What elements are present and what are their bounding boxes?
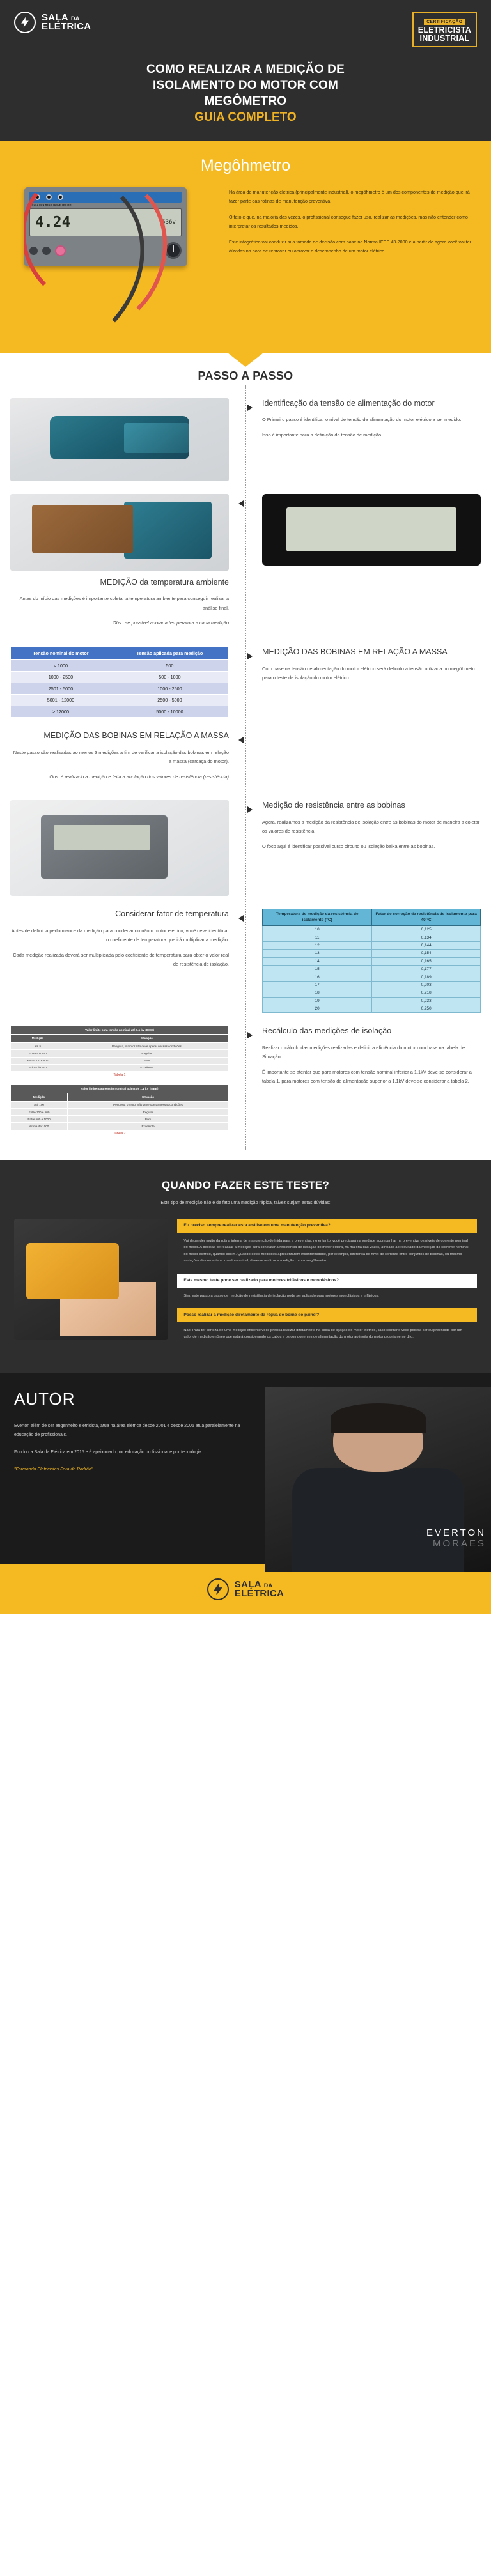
motor-terminal-box-photo xyxy=(10,494,229,571)
step-4-media xyxy=(246,724,491,794)
step-1-paragraph-2: Isso é importante para a definição da tensão de medição xyxy=(262,431,382,438)
table-row xyxy=(263,989,481,997)
faq-answer-3: Não! Para ter certeza de uma medição eficiente você precisa realizar diretamente na caixa de ligação do motor elétrico, caso contrário você poderá ser surpreendido por um valor de medição errôneo que estará considerando os cabos e os componentes de alimentação do motor ao invés do motor propriamente dito. xyxy=(183,1328,462,1339)
table-row xyxy=(11,1109,229,1116)
cell: 0,125 xyxy=(372,926,481,934)
table-row xyxy=(263,926,481,934)
situation-table-2-title: Valor limite para tensão nominal acima de 1,1 kV (IEEE) xyxy=(11,1084,229,1093)
hero-section xyxy=(0,141,491,353)
megohmeter-device xyxy=(24,187,187,266)
cell: Acima de 500 xyxy=(11,1064,65,1071)
terminal-port-icon xyxy=(35,194,40,200)
table-header-row xyxy=(11,1093,229,1101)
step-7-tables xyxy=(0,1019,246,1141)
situation-table-1 xyxy=(10,1026,229,1072)
cell: Entre 5 e 100 xyxy=(11,1050,65,1057)
situation-table-2-body xyxy=(11,1101,229,1130)
faq-question-1[interactable]: Eu preciso sempre realizar esta análise em uma manutenção preventiva? xyxy=(177,1219,477,1233)
situation-table-1-caption: Tabela 1 xyxy=(113,1072,126,1077)
step-2-content xyxy=(0,488,246,640)
sit1-header-1: Situação xyxy=(65,1035,228,1043)
cell: < 1000 xyxy=(11,660,111,672)
table-row xyxy=(11,1064,229,1071)
timeline-arrow-icon xyxy=(247,405,253,411)
author-name xyxy=(426,1527,486,1549)
hero-title: Megôhmetro xyxy=(200,156,291,174)
title-line-3: MEGÔMETRO xyxy=(204,94,287,108)
faq-answer-1: Vai depender muito da rotina interna de manutenção definida para a preventiva, no entanto, você precisará na verdade acompanhar na preventiva os níveis de corrente nominal do motor. A decisão de realizar a medição para constatar a resistência de isolação do motor estará, na maioria das vezes, atrelada ao resultado da medição da corrente nominal do motor elétrico, quando assim. Quando estes medições apresentarem inconformidade, por exemplo, diferença do nível de corrente entre conjuntos de bobinas, ou mesmo variações de corrente acima do nominal, deve-se realizar a medição com o megôhmetro. xyxy=(183,1238,469,1263)
footer-brand-text xyxy=(235,1580,284,1598)
test-button-icon[interactable] xyxy=(55,245,66,256)
step-2-paragraph-1: Antes do início das medições é importante coletar a temperatura ambiente para conseguir realizar a análise final. xyxy=(19,596,229,611)
table-row xyxy=(11,672,229,683)
device-lcd-display xyxy=(29,208,182,236)
timeline-row xyxy=(0,1019,491,1141)
author-paragraph-2: Fundou a Sala da Elétrica em 2015 e é apaixonado por educação profissional e por tecnologia. xyxy=(14,1449,203,1454)
step-7-content xyxy=(246,1019,491,1141)
table-row xyxy=(263,950,481,957)
step-6-content xyxy=(0,902,246,1019)
cell: 0,250 xyxy=(372,1005,481,1012)
cell: Excelente xyxy=(68,1123,229,1130)
table-row xyxy=(263,966,481,973)
table-row xyxy=(11,1101,229,1108)
sit1-header-0: Medição xyxy=(11,1035,65,1043)
step-5-content xyxy=(246,794,491,902)
step-1-content xyxy=(246,392,491,488)
step-6-paragraph-2: Cada medição realizada deverá ser multiplicada pelo coeficiente de temperatura para obter o valor real de resistência de isolação. xyxy=(13,952,229,968)
cell: 14 xyxy=(263,957,372,965)
timeline-arrow-icon xyxy=(247,806,253,813)
situation-table-2 xyxy=(10,1084,229,1130)
cell: 0,134 xyxy=(372,934,481,941)
cell: Bom xyxy=(65,1057,228,1064)
step-3-heading: MEDIÇÃO DAS BOBINAS EM RELAÇÃO A MASSA xyxy=(262,647,448,656)
step-5-media xyxy=(0,794,246,902)
cell: 1000 - 2500 xyxy=(111,683,228,695)
step-1-paragraph-1: O Primeiro passo é identificar o nível de tensão de alimentação do motor elétrico a ser medido. xyxy=(262,417,462,423)
faq-title: QUANDO FAZER ESTE TESTE? xyxy=(161,1178,330,1191)
footer-brand-line1: SALA xyxy=(234,1578,261,1590)
device-terminal-bar xyxy=(29,192,182,203)
portrait-torso xyxy=(292,1468,464,1571)
table-title-row xyxy=(11,1026,229,1035)
voltage-table-header-1: Tensão aplicada para medição xyxy=(111,647,228,659)
faq-section xyxy=(0,1160,491,1373)
cell: 0,165 xyxy=(372,957,481,965)
step-6-paragraph-1: Antes de definir a performance da medição para condenar ou não o motor elétrico, você deve identificar o coeficiente de temperatura que irá multiplicar a medição. xyxy=(11,927,229,943)
brand-logo-text xyxy=(42,13,91,31)
table-row xyxy=(11,1050,229,1057)
cell: Bom xyxy=(68,1116,229,1123)
step-4-paragraph-1: Neste passo são realizadas ao menos 3 medições a fim de verificar a isolação das bobinas em relação a massa (carcaça do motor). xyxy=(13,749,229,765)
author-section xyxy=(0,1373,491,1564)
table-row xyxy=(11,660,229,672)
step-7-heading: Recálculo das medições de isolação xyxy=(262,1026,392,1036)
step-2-note: Obs.: se possível anotar a temperatura a cada medição xyxy=(113,620,229,626)
footer-brand-line2: ELÉTRICA xyxy=(234,1587,284,1599)
temperature-correction-table xyxy=(262,909,481,1013)
step-1-heading: Identificação da tensão de alimentação do motor xyxy=(262,398,435,408)
table-row xyxy=(263,957,481,965)
hero-notch-decoration xyxy=(228,353,263,367)
cell: Entre 500 e 1000 xyxy=(11,1116,68,1123)
hero-body xyxy=(0,181,491,353)
cell: > 12000 xyxy=(11,706,111,718)
faq-lead: Este tipo de medição não é de fato uma medição rápida, talvez surjam estas dúvidas: xyxy=(160,1200,331,1205)
lcd-secondary-reading: 536v xyxy=(162,219,176,226)
certification-badge xyxy=(412,12,477,47)
step-2-heading: MEDIÇÃO da temperatura ambiente xyxy=(100,577,229,587)
device-model-label: INSULATION RESISTANCE TESTER xyxy=(29,204,72,207)
hero-paragraph-2: O fato é que, na maioria das vezes, o profissional consegue fazer uso, realizar as medições, mas não entender como interpretar os resultados medidos. xyxy=(228,213,468,229)
step-7-paragraph-1: Realizar o cálculo das medições realizadas e definir a eficiência do motor com base na tabela de Situação. xyxy=(262,1045,465,1060)
step-5-paragraph-1: Agora, realizamos a medição da resistência de isolação entre as bobinas do motor de maneira a coletar os valores de resistência. xyxy=(262,819,480,835)
title-line-1: COMO REALIZAR A MEDIÇÃO DE xyxy=(146,62,345,76)
cell: 13 xyxy=(263,950,372,957)
certification-line2: INDUSTRIAL xyxy=(419,33,470,43)
portrait-hair xyxy=(331,1403,425,1433)
faq-items xyxy=(177,1219,477,1349)
table-header-row xyxy=(11,647,229,659)
timeline-row xyxy=(0,724,491,794)
hand-holding-multimeter-photo xyxy=(14,1219,168,1340)
author-last-name: MORAES xyxy=(432,1538,486,1549)
step-5-heading: Medição de resistência entre as bobinas xyxy=(262,801,405,810)
sit2-header-0: Medição xyxy=(11,1093,68,1101)
device-controls xyxy=(29,242,182,259)
table-row xyxy=(11,1043,229,1050)
cell: 12 xyxy=(263,941,372,949)
timeline-arrow-icon xyxy=(238,915,244,922)
cell: Perigoso, o motor não deve operar nessas condições xyxy=(68,1101,229,1108)
temperature-table-body xyxy=(263,926,481,1013)
cell: até 5 xyxy=(11,1043,65,1050)
faq-photo xyxy=(14,1219,168,1349)
voltage-table-body xyxy=(11,660,229,718)
cell: Perigoso, o motor não deve operar nessas condições xyxy=(65,1043,228,1050)
table-row xyxy=(11,1057,229,1064)
step-4-heading: MEDIÇÃO DAS BOBINAS EM RELAÇÃO A MASSA xyxy=(43,731,229,741)
voltage-table xyxy=(10,647,229,718)
author-bio xyxy=(14,1422,254,1474)
cell: 17 xyxy=(263,981,372,989)
step-5-paragraph-2: O foco aqui é identificar possível curso circuito ou isolação baixa entre as bobinas. xyxy=(262,843,435,849)
cell: Entre 100 e 500 xyxy=(11,1057,65,1064)
step-6-heading: Considerar fator de temperatura xyxy=(115,909,229,919)
cell: 0,154 xyxy=(372,950,481,957)
hero-text-block xyxy=(229,181,479,263)
table-header-row xyxy=(263,909,481,926)
timeline-arrow-icon xyxy=(238,737,244,743)
timeline-row xyxy=(0,902,491,1019)
table-row xyxy=(11,695,229,706)
cell: Regular xyxy=(65,1050,228,1057)
megohmeter-photo xyxy=(12,181,225,335)
step-2-media xyxy=(246,488,491,640)
hero-paragraph-1: Na área de manutenção elétrica (principalmente industrial), o megôhmetro é um dos componentes de medição que irá fazer parte das rotinas de manutenção preventiva. xyxy=(228,189,470,204)
light-button-icon[interactable] xyxy=(29,247,38,255)
step-3-paragraph-1: Com base na tensão de alimentação do motor elétrico será definido a tensão utilizada no megôhmetro para o teste de isolação do motor elétrico. xyxy=(262,665,477,681)
author-portrait-photo xyxy=(265,1387,491,1572)
table-row xyxy=(263,1005,481,1012)
cell: Até 100 xyxy=(11,1101,68,1108)
range-selector-knob-icon[interactable] xyxy=(165,242,182,259)
cell: 0,203 xyxy=(372,981,481,989)
author-paragraph-1: Everton além de ser engenheiro eletricista, atua na área elétrica desde 2001 e desde 2005 atua paralelamente na educação de profissionais. xyxy=(14,1423,240,1437)
temp-table-header-1: Fator de correção da resistência de isolamento para 40 °C xyxy=(372,909,481,926)
title-line-2: ISOLAMENTO DO MOTOR COM xyxy=(153,78,338,92)
situation-table-2-caption: Tabela 2 xyxy=(113,1131,126,1136)
cell: 2500 - 5000 xyxy=(111,695,228,706)
lcd-main-reading: 4.24 xyxy=(35,214,71,231)
megohmeter-measurement-photo xyxy=(10,800,229,896)
table-title-row xyxy=(11,1084,229,1093)
lightning-circle-icon xyxy=(207,1578,229,1600)
certification-label: CERTIFICAÇÃO xyxy=(424,19,465,25)
cell: 15 xyxy=(263,966,372,973)
author-quote: "Formando Eletricistas Fora do Padrão" xyxy=(14,1467,93,1472)
timeline-row xyxy=(0,640,491,724)
hero-paragraph-3: Este infográfico vai conduzir sua tomada de decisão com base na Norma IEEE 43-2000 e a partir de agora você vai ter dúvidas na hora de reprovar ou aprovar o desempenho de um motor elétrico. xyxy=(228,238,472,254)
table-row xyxy=(11,1123,229,1130)
cell: 18 xyxy=(263,989,372,997)
cell: 0,189 xyxy=(372,973,481,981)
step-6-table xyxy=(246,902,491,1019)
cell: Regular xyxy=(68,1109,229,1116)
terminal-port-icon xyxy=(46,194,52,200)
cell: 0,144 xyxy=(372,941,481,949)
table-row xyxy=(11,1116,229,1123)
timeline-arrow-icon xyxy=(247,1032,253,1038)
situation-table-1-title: Valor limite para tensão nominal até 1,1 kV (IEEE) xyxy=(11,1026,229,1035)
table-row xyxy=(263,997,481,1005)
timeline-row xyxy=(0,794,491,902)
hold-button-icon[interactable] xyxy=(42,247,51,255)
cell: 2501 - 5000 xyxy=(11,683,111,695)
cell: Excelente xyxy=(65,1064,228,1071)
temp-table-header-0: Temperatura de medição da resistência de isolamento (°C) xyxy=(263,909,372,926)
cell: 5001 - 12000 xyxy=(11,695,111,706)
faq-question-2[interactable]: Este mesmo teste pode ser realizado para motores trifásicos e monofásicos? xyxy=(177,1274,477,1288)
cell: 10 xyxy=(263,926,372,934)
sit2-header-1: Situação xyxy=(68,1093,229,1101)
timeline-row xyxy=(0,488,491,640)
cell: 19 xyxy=(263,997,372,1005)
digital-thermometer-photo xyxy=(262,494,481,566)
cell: 16 xyxy=(263,973,372,981)
table-row xyxy=(263,934,481,941)
author-first-name: EVERTON xyxy=(426,1527,486,1538)
cell: 5000 - 10000 xyxy=(111,706,228,718)
steps-section-title: PASSO A PASSO xyxy=(198,369,293,382)
faq-answer-2: Sim, este passo a passo de medição de resistência de isolação pode ser aplicado para motores monofásicos e trifásicos. xyxy=(183,1293,379,1298)
table-row xyxy=(11,683,229,695)
header-top-bar xyxy=(14,12,477,47)
brand-name-da: DA xyxy=(70,15,80,22)
cell: 0,177 xyxy=(372,966,481,973)
cell: 1000 - 2500 xyxy=(11,672,111,683)
step-1-media xyxy=(0,392,246,488)
author-title: AUTOR xyxy=(14,1389,75,1408)
page-header xyxy=(0,0,491,141)
cell: Acima de 1000 xyxy=(11,1123,68,1130)
table-row xyxy=(263,973,481,981)
cell: Entre 100 e 500 xyxy=(11,1109,68,1116)
lightning-circle-icon xyxy=(14,12,36,33)
cell: 500 xyxy=(111,660,228,672)
faq-body xyxy=(0,1207,491,1349)
brand-logo xyxy=(14,12,91,33)
table-row xyxy=(263,981,481,989)
step-7-paragraph-2: É importante se atentar que para motores com tensão nominal inferior a 1,1kV deve-se considerar a tabela 1, para motores com tensão de alimentação superior a 1,1kV deve-se considerar a tabela 2. xyxy=(262,1068,472,1084)
thermometer-screen xyxy=(286,507,457,551)
timeline-arrow-icon xyxy=(247,653,253,659)
brand-name-line1: SALA xyxy=(42,12,68,24)
footer-brand-logo xyxy=(207,1578,284,1600)
table-row xyxy=(11,706,229,718)
step-3-table xyxy=(0,640,246,724)
situation-table-1-body xyxy=(11,1043,229,1072)
voltage-table-header-0: Tensão nominal do motor xyxy=(11,647,111,659)
timeline-arrow-icon xyxy=(238,500,244,507)
cell: 0,218 xyxy=(372,989,481,997)
steps-timeline xyxy=(0,385,491,1150)
page-title xyxy=(14,61,477,125)
terminal-port-icon xyxy=(58,194,63,200)
device-body xyxy=(24,187,187,266)
cell: 500 - 1000 xyxy=(111,672,228,683)
table-row xyxy=(263,941,481,949)
cell: 0,233 xyxy=(372,997,481,1005)
brand-name-line2: ELÉTRICA xyxy=(42,21,91,32)
table-header-row xyxy=(11,1035,229,1043)
step-4-content xyxy=(0,724,246,794)
faq-question-3[interactable]: Posso realizar a medição diretamente da régua de borne do painel? xyxy=(177,1308,477,1322)
footer-brand-da: DA xyxy=(263,1582,273,1589)
cell: 11 xyxy=(263,934,372,941)
electric-motor-photo xyxy=(10,398,229,481)
certification-line1: ELETRICISTA xyxy=(417,26,471,35)
timeline-row xyxy=(0,392,491,488)
step-4-note: Obs: é realizado a medição e feita a anotação dos valores de resistência (resistência) xyxy=(49,773,229,780)
title-subtitle: GUIA COMPLETO xyxy=(194,110,297,124)
cell: 20 xyxy=(263,1005,372,1012)
step-3-content xyxy=(246,640,491,724)
